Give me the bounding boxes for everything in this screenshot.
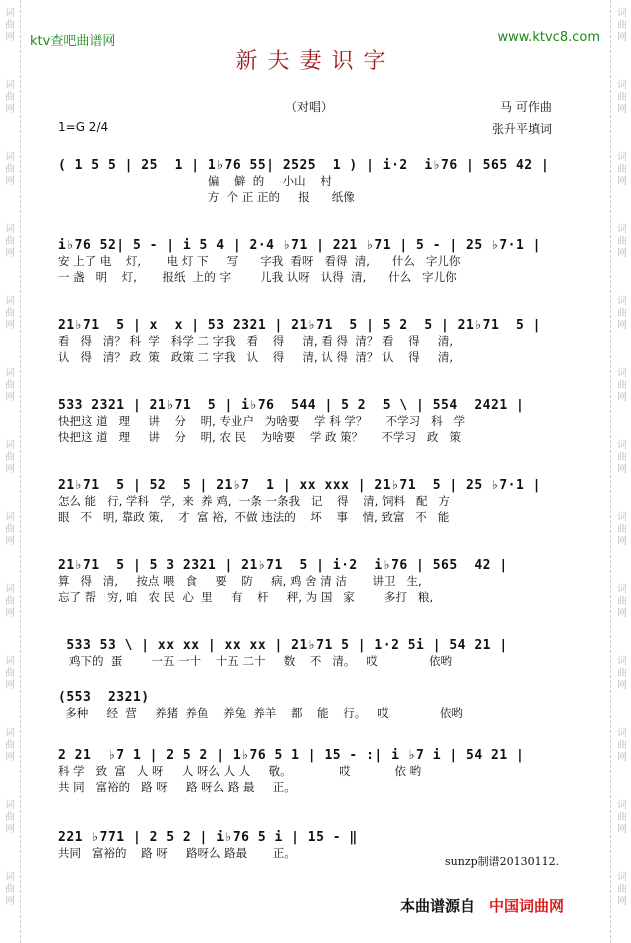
watermark-text: 词曲网 [5,728,15,763]
score-line [58,238,578,285]
watermark-text: 词曲网 [617,8,627,43]
notation-line: 533 2321 | 21♭71 5 | i♭76 544 | 5 2 5 \ | 554 2421 | [58,398,525,413]
watermark-text: 词曲网 [617,368,627,403]
notation-line: 221 ♭771 | 2 5 2 | i♭76 5 i | 15 - ‖ [58,830,358,845]
right-watermark-column [610,0,631,943]
notation-line: (553 2321) [58,690,150,705]
watermark-text: 词曲网 [617,296,627,331]
watermark-text: 词曲网 [617,440,627,475]
watermark-text: 词曲网 [5,440,15,475]
watermark-text: 词曲网 [5,368,15,403]
lyric-line: 忘了 帮 穷, 咱 农 民 心 里 有 杆 秤, 为 国 家 多打 粮, [58,590,434,604]
notation-line: 533 53 \ | xx xx | xx xx | 21♭71 5 | 1·2 5i | 54 21 | [58,638,508,653]
lyric-line: 共 同 富裕的 路 呀 路 呀么 路 最 正。 [58,780,296,794]
song-title: 新夫妻识字 [235,49,396,74]
site-name-left[interactable]: ktv查吧曲谱网 [30,34,116,49]
score-line [58,690,578,721]
lyric-line: 一 盏 明 灯, 报纸 上的 字 儿我 认呀 认得 清, 什么 字儿你 [58,270,457,284]
watermark-text: 词曲网 [617,800,627,835]
watermark-text: 词曲网 [5,296,15,331]
lyric-line: 多种 经 营 养猪 养鱼 养兔 养羊 都 能 行。 哎 依哟 [58,706,463,720]
source-label: 本曲谱源自 [400,897,476,915]
watermark-text: 词曲网 [617,656,627,691]
watermark-text: 词曲网 [5,80,15,115]
key-signature: 1=G 2/4 [58,120,109,134]
lyricist-credit: 张升平填词 [492,122,553,136]
lyric-line: 偏 僻 的 小山 村 [58,174,332,188]
lyric-line: 快把这 道 理 讲 分 明, 农 民 为啥要 学 政 策？ 不学习 政 策 [58,430,461,444]
score-line [58,748,578,795]
watermark-text: 词曲网 [617,152,627,187]
lyric-line: 共同 富裕的 路 呀 路呀么 路最 正。 [58,846,296,860]
score-line [58,638,578,669]
score-line [58,478,578,525]
composer-credit: 马 可作曲 [500,100,552,114]
lyric-line: 安 上了 电 灯, 电 灯 下 写 字我 看呀 看得 清, 什么 字儿你 [58,254,461,268]
watermark-text: 词曲网 [617,728,627,763]
watermark-text: 词曲网 [617,224,627,259]
score-line [58,158,578,205]
watermark-text: 词曲网 [617,584,627,619]
left-watermark-column [0,0,21,943]
watermark-text: 词曲网 [5,584,15,619]
lyric-line: 方 个 正 正的 报 纸像 [58,190,355,204]
watermark-text: 词曲网 [5,224,15,259]
lyric-line: 眼 不 明, 靠政 策, 才 富 裕, 不做 违法的 坏 事 情, 致富 不 能 [58,510,450,524]
watermark-text: 词曲网 [5,512,15,547]
score-line [58,318,578,365]
notation-line: 21♭71 5 | x x | 53 2321 | 21♭71 5 | 5 2 5 | 21♭71 5 | [58,318,541,333]
lyric-line: 看 得 清？ 科 学 科学 二 字我 看 得 清, 看 得 清？ 看 得 清, [58,334,454,348]
notation-line: 21♭71 5 | 52 5 | 21♭7 1 | xx xxx | 21♭71 5 | 25 ♭7·1 | [58,478,541,493]
source-brand[interactable]: 中国词曲网 [489,897,565,915]
watermark-text: 词曲网 [5,152,15,187]
lyric-line: 怎么 能 行, 学科 学, 来 养 鸡, 一条 一条我 记 得 清, 饲料 配 方 [58,494,450,508]
source-credit[interactable] [400,895,564,916]
score-line [58,398,578,445]
watermark-text: 词曲网 [617,80,627,115]
lyric-line: 算 得 清, 按点 喂 食 要 防 病, 鸡 舍 清 洁 讲卫 生, [58,574,422,588]
watermark-text: 词曲网 [617,872,627,907]
notation-line: 2 21 ♭7 1 | 2 5 2 | 1♭76 5 1 | 15 - :| i ♭7 i | 54 21 | [58,748,525,763]
notation-line: 21♭71 5 | 5 3 2321 | 21♭71 5 | i·2 i♭76 | 565 42 | [58,558,508,573]
notation-line: i♭76 52| 5 - | i 5 4 | 2·4 ♭71 | 221 ♭71 | 5 - | 25 ♭7·1 | [58,238,541,253]
watermark-text: 词曲网 [5,8,15,43]
lyric-line: 鸡下的 蛋 一五 一十 十五 二十 数 不 清。 哎 依哟 [58,654,452,668]
lyric-line: 认 得 清？ 政 策 政策 二 字我 认 得 清, 认 得 清？ 认 得 清, [58,350,454,364]
site-url-right[interactable]: www.ktvc8.com [497,30,600,45]
notation-line: ( 1 5 5 | 25 1 | 1♭76 55| 2525 1 ) | i·2 i♭76 | 565 42 | [58,158,550,173]
watermark-text: 词曲网 [5,800,15,835]
singing-style: （对唱） [285,100,334,114]
watermark-text: 词曲网 [5,656,15,691]
watermark-text: 词曲网 [617,512,627,547]
watermark-text: 词曲网 [5,872,15,907]
transcriber-note: sunzp制谱20130112. [445,855,560,868]
score-line [58,558,578,605]
lyric-line: 科 学 致 富 人 呀 人 呀么 人 人 敬。 哎 依 哟 [58,764,422,778]
lyric-line: 快把这 道 理 讲 分 明, 专业户 为啥要 学 科 学？ 不学习 科 学 [58,414,466,428]
